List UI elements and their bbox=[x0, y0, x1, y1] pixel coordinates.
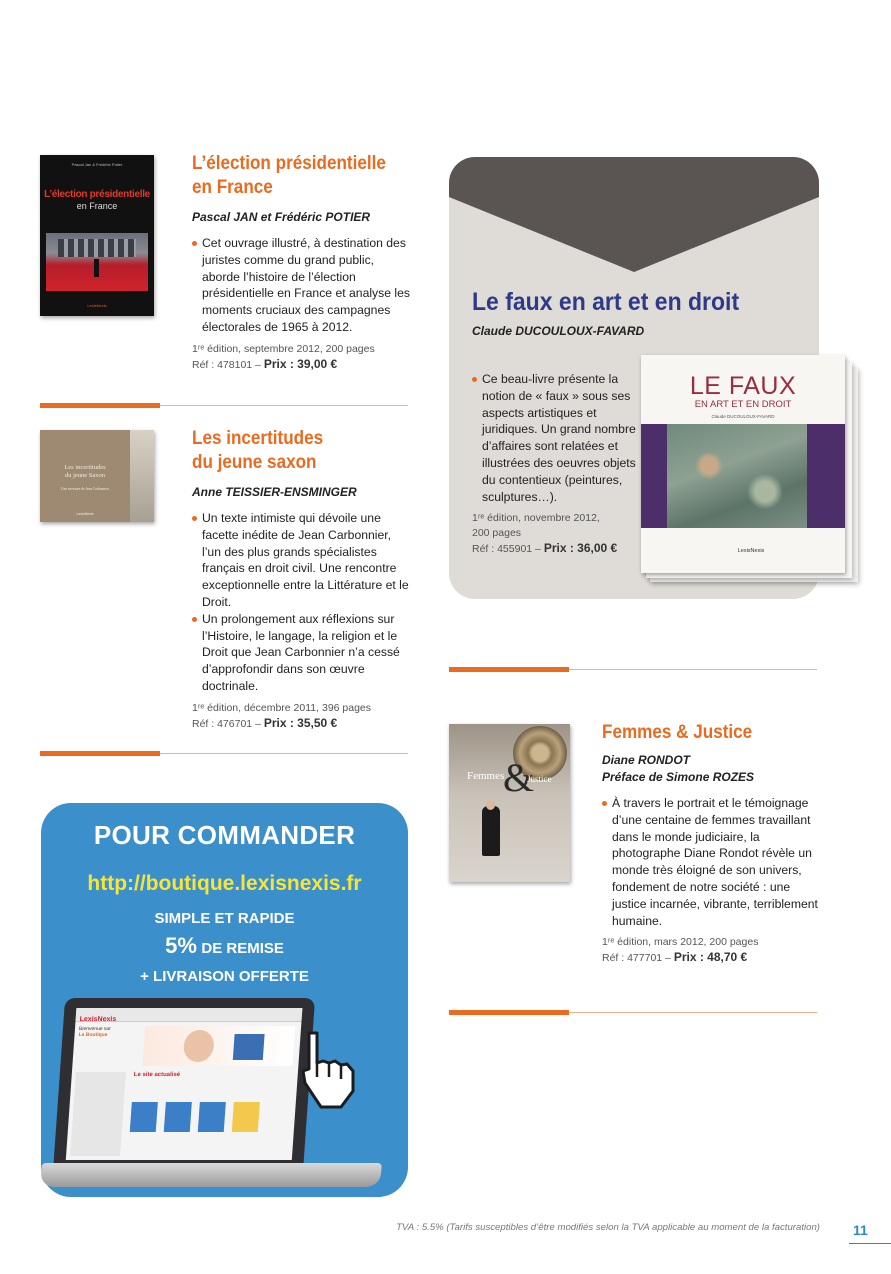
cover-author: Claude DUCOULOUX-FAVARD bbox=[711, 414, 775, 419]
cover-word-justice: Justice bbox=[527, 774, 552, 784]
separator bbox=[449, 1012, 817, 1013]
book-description bbox=[602, 795, 820, 929]
page-number: 11 bbox=[853, 1222, 868, 1238]
cover-ampersand: & bbox=[503, 755, 535, 800]
cover-subtitle: du jeune Saxon bbox=[64, 472, 106, 479]
book-edition: 1ʳᵉ édition, novembre 2012, bbox=[472, 512, 600, 525]
promo-line-discount bbox=[41, 933, 408, 959]
price: Prix : 48,70 € bbox=[673, 950, 748, 965]
cover-publisher: LexisNexis bbox=[87, 303, 107, 308]
cover-word-femmes: Femmes bbox=[467, 770, 505, 782]
cover-subtitle: en France bbox=[76, 201, 118, 211]
cover-title: LE FAUX bbox=[689, 372, 797, 400]
title-line: du jeune saxon bbox=[192, 452, 317, 473]
book-cover-faux bbox=[641, 355, 845, 573]
promo-discount-label: DE REMISE bbox=[201, 940, 284, 957]
book-cover-election bbox=[40, 155, 154, 316]
book-cover-femmes-justice bbox=[449, 724, 570, 882]
book-edition: 1ʳᵉ édition, mars 2012, 200 pages bbox=[602, 936, 759, 949]
book-author: Claude DUCOULOUX-FAVARD bbox=[472, 324, 645, 338]
ref-number: Réf : 477701 – bbox=[602, 952, 671, 965]
bullet-item: Un texte intimiste qui dévoile une facette inédite de Jean Carbonnier, l’un des plus grands spécialistes français en droit civil. Une rencontre exceptionnelle entre la Littérature et le Droit. bbox=[192, 510, 412, 611]
panel-chevron bbox=[449, 157, 819, 277]
cover-tagline: Une aventure de Jean Carbonnier bbox=[61, 487, 109, 491]
title-line: en France bbox=[192, 177, 273, 198]
title-line: Les incertitudes bbox=[192, 428, 324, 449]
screen-welcome: Bienvenue sur bbox=[78, 1026, 112, 1032]
ref-number: Réf : 478101 – bbox=[192, 358, 261, 371]
price: Prix : 39,00 € bbox=[263, 356, 338, 371]
cover-photo bbox=[46, 233, 148, 291]
book-edition: 1ʳᵉ édition, septembre 2012, 200 pages bbox=[192, 342, 375, 355]
laptop-base bbox=[40, 1163, 382, 1187]
price: Prix : 35,50 € bbox=[263, 715, 338, 730]
footer-tva-note: TVA : 5.5% (Tarifs susceptibles d’être modifiés selon la TVA applicable au moment de la facturation) bbox=[396, 1222, 820, 1233]
book-description bbox=[192, 510, 412, 695]
cover-title: Les incertitudes bbox=[64, 464, 106, 471]
cover-band bbox=[641, 424, 845, 528]
separator bbox=[40, 405, 408, 406]
laptop-screen bbox=[66, 1008, 303, 1160]
book-description bbox=[472, 371, 637, 505]
promo-line-delivery: + LIVRAISON OFFERTE bbox=[140, 968, 309, 985]
book-ref bbox=[602, 950, 827, 966]
book-ref bbox=[192, 716, 422, 732]
book-author: Diane RONDOT bbox=[602, 753, 691, 767]
screen-section: Le site actualisé bbox=[133, 1072, 181, 1078]
screen-site: La Boutique bbox=[78, 1032, 108, 1038]
book-cover-incertitudes bbox=[40, 430, 154, 522]
book-title-femmes-justice: Femmes & Justice bbox=[602, 722, 753, 743]
cover-publisher: LexisNexis bbox=[76, 512, 94, 516]
book-ref bbox=[472, 541, 642, 557]
ref-number: Réf : 476701 – bbox=[192, 717, 261, 730]
pointer-hand-icon bbox=[301, 1031, 371, 1111]
book-edition-pages: 200 pages bbox=[472, 527, 522, 540]
promo-url[interactable]: http://boutique.lexisnexis.fr bbox=[87, 872, 362, 895]
promo-heading: POUR COMMANDER bbox=[93, 820, 356, 850]
book-title-election bbox=[192, 152, 399, 200]
cover-publisher: LexisNexis bbox=[737, 548, 765, 554]
book-description bbox=[192, 235, 410, 336]
laptop-illustration bbox=[53, 998, 315, 1173]
title-line: L’élection présidentielle bbox=[192, 153, 386, 174]
book-author: Pascal JAN et Frédéric POTIER bbox=[192, 210, 371, 224]
separator bbox=[40, 753, 408, 754]
separator bbox=[449, 669, 817, 670]
order-promo-box bbox=[41, 803, 408, 1197]
screen-logo: LexisNexis bbox=[79, 1016, 117, 1023]
book-edition: 1ʳᵉ édition, décembre 2011, 396 pages bbox=[192, 701, 372, 714]
bullet-item: À travers le portrait et le témoignage d’une centaine de femmes travaillant dans le monde judiciaire, la photographe Diane Rondot révèle un monde très éloigné de son univers, fondement de notre société : une justice incarnée, vibrante, terriblement humaine. bbox=[602, 795, 820, 929]
price: Prix : 36,00 € bbox=[543, 541, 618, 556]
bullet-item: Cet ouvrage illustré, à destination des juristes comme du grand public, aborde l’histoire de l’élection présidentielle en France et analyse les moments cruciaux des campagnes électorales de 1965 à 2012. bbox=[192, 235, 410, 336]
ref-number: Réf : 455901 – bbox=[472, 543, 541, 556]
book-preface: Préface de Simone ROZES bbox=[602, 770, 755, 784]
book-title-faux: Le faux en art et en droit bbox=[472, 288, 740, 316]
promo-line-simple: SIMPLE ET RAPIDE bbox=[154, 910, 295, 927]
book-author: Anne TEISSIER-ENSMINGER bbox=[192, 485, 357, 499]
promo-percent: 5% bbox=[165, 933, 197, 958]
bullet-item: Ce beau-livre présente la notion de « faux » sous ses aspects artistiques et juridiques. Un grand nombre d’affaires sont relatées et illustrées des oeuvres objets du contentieux (peintures, sculptures…). bbox=[472, 371, 637, 505]
book-title-incertitudes bbox=[192, 427, 399, 475]
footer-rule bbox=[849, 1243, 891, 1244]
book-ref bbox=[192, 357, 422, 373]
cover-title: L’élection présidentielle bbox=[44, 189, 150, 200]
cover-authors: Pascal Jan & Frédéric Potier bbox=[71, 162, 123, 167]
cover-subtitle: EN ART ET EN DROIT bbox=[694, 399, 792, 410]
bullet-item: Un prolongement aux réflexions sur l’Histoire, le langage, la religion et le Droit que Jean Carbonnier n’a cessé d’approfondir dans son œuvre doctrinale. bbox=[192, 611, 412, 695]
cover-painting bbox=[667, 424, 807, 528]
